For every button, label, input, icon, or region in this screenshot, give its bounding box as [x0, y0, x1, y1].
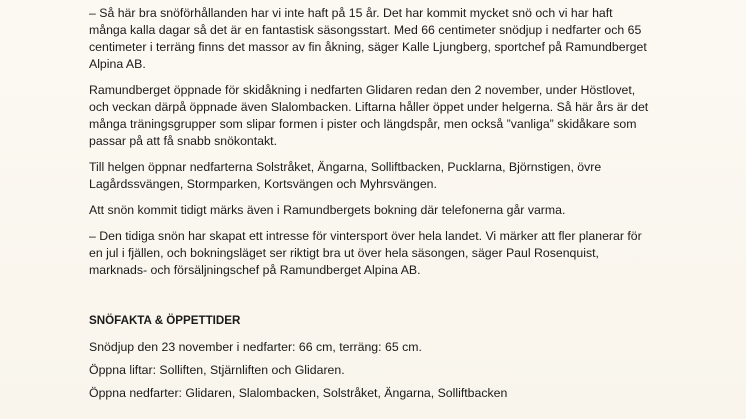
booking-paragraph: Att snön kommit tidigt märks även i Ramundbergets bokning där telefonerna går varma. — [89, 203, 566, 217]
snow-depth-line: Snödjup den 23 november i nedfarter: 66 cm, terräng: 65 cm. — [89, 340, 422, 354]
weekend-slopes-paragraph: Till helgen öppnar nedfarterna Solstråket, Ängarna, Solliftbacken, Pucklarna, Björnstigen, övre Lagårdssvängen, Stormparken, Kortsvängen och Myhrsvängen. — [89, 160, 602, 191]
open-lifts-line: Öppna liftar: Solliften, Stjärnliften och Glidaren. — [89, 363, 345, 377]
section-gap — [89, 288, 649, 306]
quote-paragraph-rosenquist: – Den tidiga snön har skapat ett intresse för vintersport över hela landet. Vi märker att fler planerar för en jul i fjällen, och bokningsläget ser riktigt bra ut över hela säsongen, säger Paul Rosenquist, marknads- och försäljningschef på Ramundberget Alpina AB. — [89, 229, 642, 277]
opening-paragraph: Ramundberget öppnade för skidåkning i nedfarten Glidaren redan den 2 november, under Höstlovet, och veckan därpå öppnade även Slalombacken. Liftarna håller öppet under helgerna. Så här års är det många träningsgrupper som slipar formen i pister och längdspår, men också ”vanliga” skidåkare som passar på att få snabb snökontakt. — [89, 83, 649, 148]
article-body — [89, 5, 649, 408]
facts-heading: SNÖFAKTA & ÖPPETTIDER — [89, 314, 241, 327]
open-slopes-line: Öppna nedfarter: Glidaren, Slalombacken, Solstråket, Ängarna, Solliftbacken — [89, 386, 508, 400]
quote-paragraph-ljungberg: – Så här bra snöförhållanden har vi inte haft på 15 år. Det har kommit mycket snö och vi har haft många kalla dagar så det är en fantastisk säsongsstart. Med 66 centimeter snödjup i nedfarter och 65 centimeter i terräng finns det massor av fin åkning, säger Kalle Ljungberg, sportchef på Ramundberget Alpina AB. — [89, 6, 647, 71]
